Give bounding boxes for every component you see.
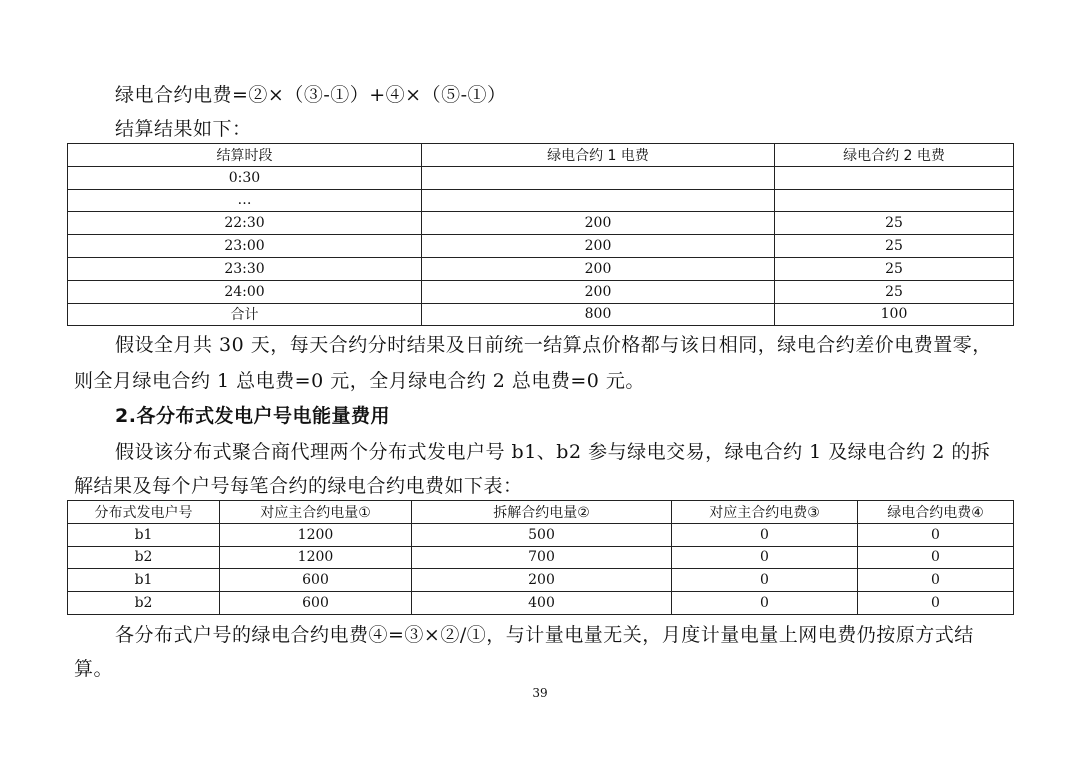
table-cell: 22:30 [68,212,422,235]
table-cell: 0 [858,546,1014,569]
table-row [68,523,1014,546]
paragraph-1-line-1: 假设全月共 30 天，每天合约分时结果及日前统一结算点价格都与该日相同，绿电合约差价电费置零， [115,334,992,356]
table-row [68,280,1014,303]
formula-line: 绿电合约电费=②×（③-①）+④×（⑤-①） [115,84,507,106]
table-cell: 1200 [220,523,412,546]
table-cell: 23:00 [68,235,422,258]
table-cell: 0 [858,523,1014,546]
paragraph-3-line-1: 各分布式户号的绿电合约电费④=③×②/①，与计量电量无关，月度计量电量上网电费仍按原方式结 [115,624,974,646]
table-cell: 0 [858,569,1014,592]
paragraph-2-line-1: 假设该分布式聚合商代理两个分布式发电户号 b1、b2 参与绿电交易，绿电合约 1 及绿电合约 2 的拆 [115,441,991,463]
table-cell: 25 [775,257,1014,280]
paragraph-2-line-2: 解结果及每个户号每笔合约的绿电合约电费如下表： [74,475,523,497]
table-row [68,235,1014,258]
table-cell: 200 [422,235,775,258]
column-header: 绿电合约 1 电费 [422,144,775,167]
table-cell: 400 [412,592,672,615]
column-header: 对应主合约电费③ [672,501,858,524]
column-header: 对应主合约电量① [220,501,412,524]
table-row [68,592,1014,615]
paragraph-1-line-2: 则全月绿电合约 1 总电费=0 元，全月绿电合约 2 总电费=0 元。 [74,370,645,392]
table-cell [422,166,775,189]
table-cell: 700 [412,546,672,569]
table-row [68,166,1014,189]
column-header: 拆解合约电量② [412,501,672,524]
table-cell: 800 [422,303,775,326]
table-cell: 200 [422,212,775,235]
table-row [68,257,1014,280]
section-heading: 2.各分布式发电户号电能量费用 [115,405,390,427]
table-header-row [68,501,1014,524]
paragraph-3-line-2: 算。 [74,658,114,680]
page-number: 39 [532,686,548,700]
table-cell: b1 [68,569,220,592]
settlement-table [67,143,1014,326]
table-cell: 100 [775,303,1014,326]
column-header: 分布式发电户号 [68,501,220,524]
table-cell: 500 [412,523,672,546]
table-cell: 25 [775,280,1014,303]
table-cell: 200 [422,257,775,280]
intro-line: 结算结果如下： [115,118,252,140]
table-row [68,189,1014,212]
table-cell: 0:30 [68,166,422,189]
table-cell: 合计 [68,303,422,326]
table-cell: 0 [672,523,858,546]
column-header: 绿电合约电费④ [858,501,1014,524]
table-cell: 25 [775,235,1014,258]
table-row [68,569,1014,592]
table-cell: b2 [68,546,220,569]
column-header: 绿电合约 2 电费 [775,144,1014,167]
table-cell: 200 [412,569,672,592]
table-cell: … [68,189,422,212]
table-cell: 24:00 [68,280,422,303]
table-cell: b1 [68,523,220,546]
table-cell: 0 [672,569,858,592]
table-total-row [68,303,1014,326]
split-contract-table [67,500,1014,615]
table-cell: 0 [672,546,858,569]
table-row [68,546,1014,569]
table-row [68,212,1014,235]
column-header: 结算时段 [68,144,422,167]
table-cell: 600 [220,592,412,615]
table-cell: 25 [775,212,1014,235]
table-cell: 0 [672,592,858,615]
table-cell [422,189,775,212]
table-cell: 200 [422,280,775,303]
table-cell: 0 [858,592,1014,615]
table-cell [775,189,1014,212]
table-header-row [68,144,1014,167]
table-cell [775,166,1014,189]
table-cell: 600 [220,569,412,592]
table-cell: 1200 [220,546,412,569]
table-cell: b2 [68,592,220,615]
table-cell: 23:30 [68,257,422,280]
